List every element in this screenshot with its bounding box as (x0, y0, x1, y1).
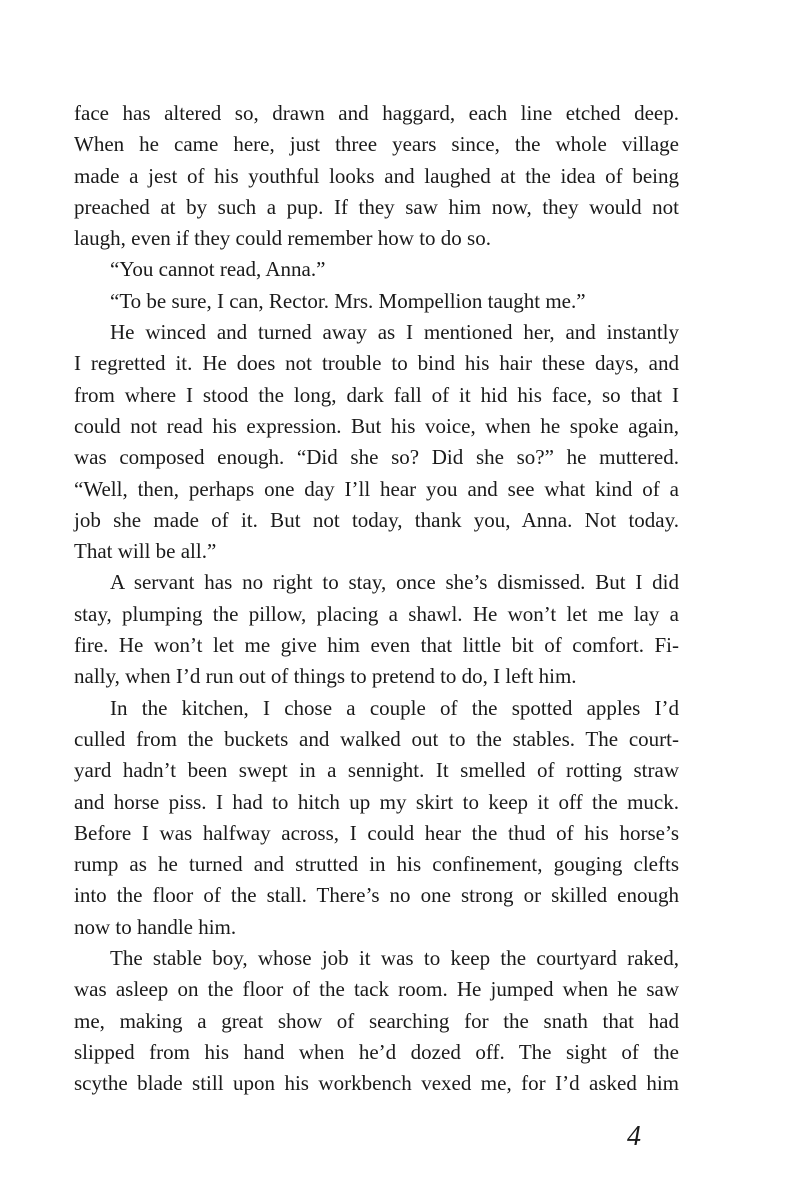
text-line: was asleep on the floor of the tack room. He jumped when he saw (74, 977, 679, 1002)
text-line: culled from the buckets and walked out to the stables. The court- (74, 726, 679, 751)
paragraph-7 (74, 943, 679, 1099)
page-body (74, 98, 679, 1100)
text-line: A servant has no right to stay, once she’s dismissed. But I did (110, 570, 679, 595)
text-line: I regretted it. He does not trouble to bind his hair these days, and (74, 351, 679, 376)
text-line: now to handle him. (74, 914, 237, 939)
text-line: was composed enough. “Did she so? Did she so?” he muttered. (74, 445, 679, 470)
text-line: and horse piss. I had to hitch up my skirt to keep it off the muck. (74, 789, 679, 814)
text-line: “To be sure, I can, Rector. Mrs. Mompellion taught me.” (110, 288, 586, 313)
text-line: into the floor of the stall. There’s no one strong or skilled enough (74, 883, 679, 908)
paragraph-2 (74, 254, 679, 285)
paragraph-3 (74, 286, 679, 317)
paragraph-6 (74, 693, 679, 943)
text-line: rump as he turned and strutted in his confinement, gouging clefts (74, 852, 679, 877)
text-line: laugh, even if they could remember how to do so. (74, 226, 491, 251)
text-line: me, making a great show of searching for the snath that had (74, 1008, 679, 1033)
text-line: could not read his expression. But his voice, when he spoke again, (74, 413, 679, 438)
paragraph-5 (74, 567, 679, 692)
text-line: job she made of it. But not today, thank you, Anna. Not today. (74, 507, 679, 532)
text-line: When he came here, just three years since, the whole village (74, 132, 679, 157)
text-line: He winced and turned away as I mentioned her, and instantly (110, 320, 679, 345)
paragraph-1 (74, 98, 679, 254)
text-line: scythe blade still upon his workbench vexed me, for I’d asked him (74, 1071, 679, 1096)
text-line: face has altered so, drawn and haggard, each line etched deep. (74, 101, 679, 125)
text-line: slipped from his hand when he’d dozed off. The sight of the (74, 1039, 679, 1064)
text-line: Before I was halfway across, I could hear the thud of his horse’s (74, 820, 679, 845)
text-line: nally, when I’d run out of things to pretend to do, I left him. (74, 664, 577, 689)
text-line: from where I stood the long, dark fall of it hid his face, so that I (74, 382, 679, 407)
text-line: “You cannot read, Anna.” (110, 257, 326, 282)
paragraph-4 (74, 317, 679, 567)
text-line: In the kitchen, I chose a couple of the spotted apples I’d (110, 695, 679, 720)
text-line: stay, plumping the pillow, placing a shawl. He won’t let me lay a (74, 601, 679, 626)
text-line: preached at by such a pup. If they saw him now, they would not (74, 194, 679, 219)
text-line: fire. He won’t let me give him even that little bit of comfort. Fi- (74, 633, 679, 658)
page-number: 4 (627, 1121, 641, 1152)
text-line: yard hadn’t been swept in a sennight. It smelled of rotting straw (74, 758, 679, 783)
text-line: That will be all.” (74, 539, 217, 564)
text-line: “Well, then, perhaps one day I’ll hear you and see what kind of a (74, 476, 679, 501)
text-line: made a jest of his youthful looks and laughed at the idea of being (74, 163, 679, 188)
text-line: The stable boy, whose job it was to keep the courtyard raked, (110, 946, 679, 971)
